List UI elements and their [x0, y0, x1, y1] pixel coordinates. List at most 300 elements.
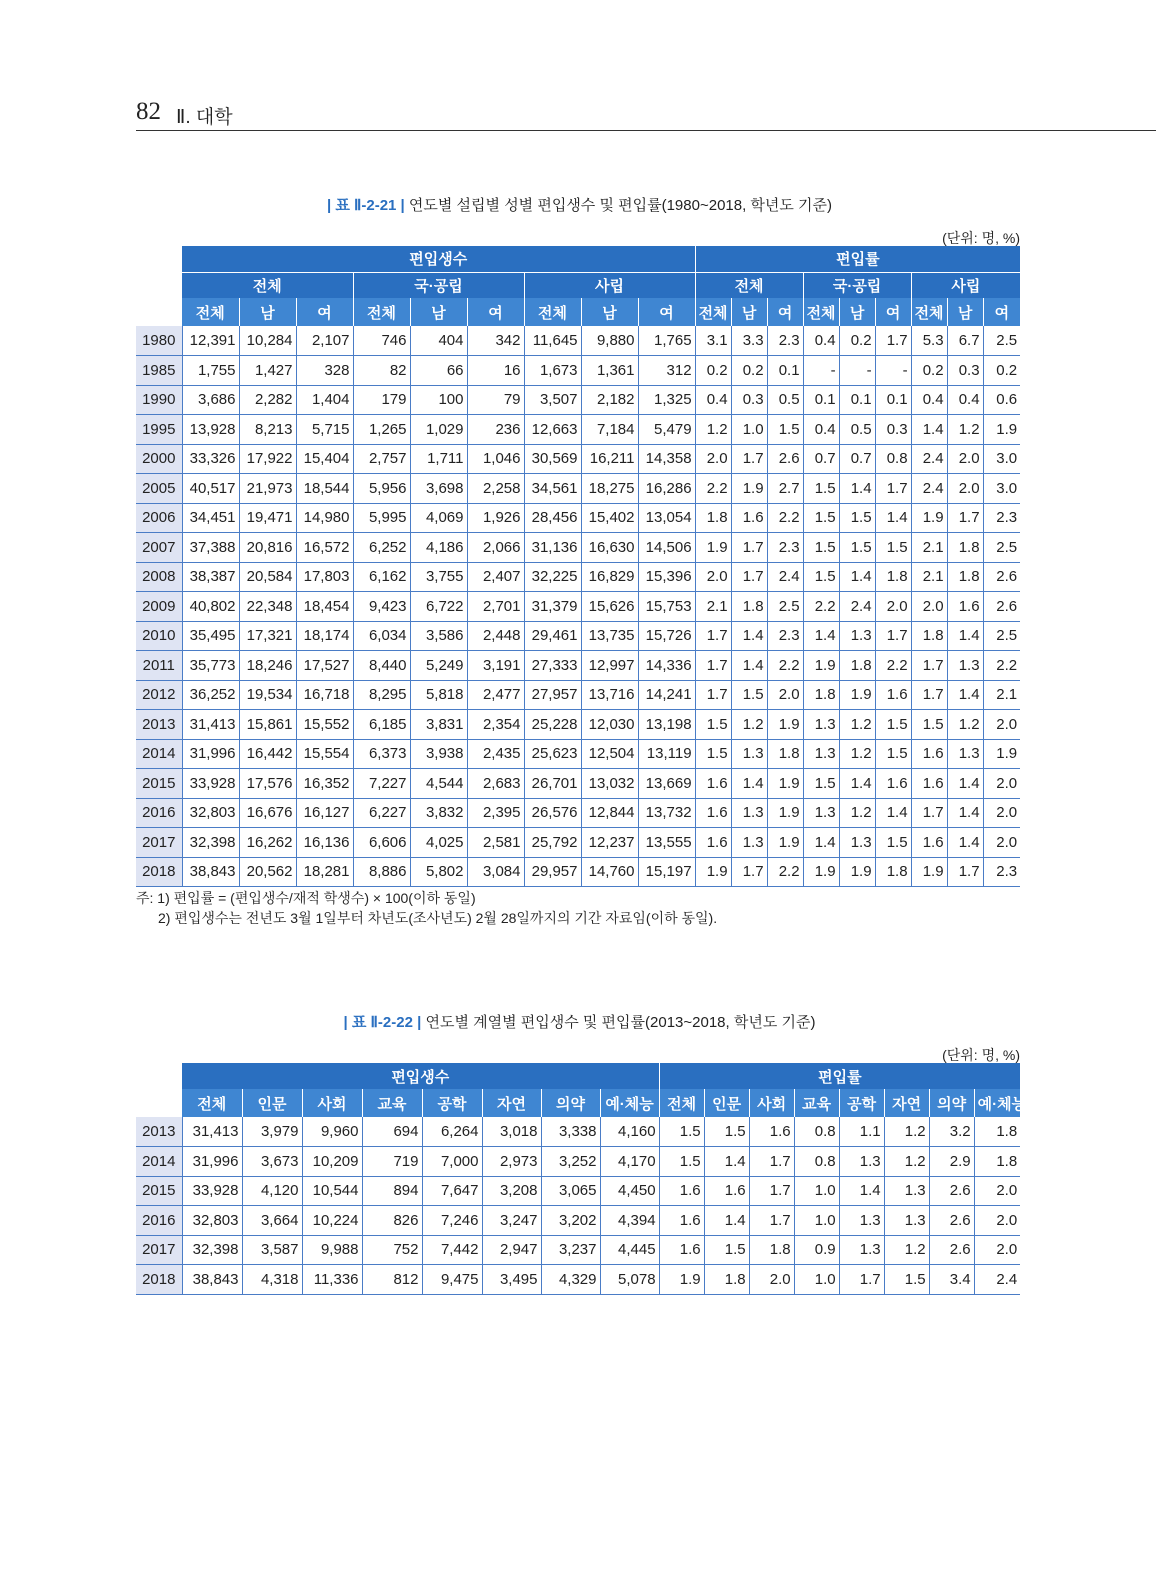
table-cell: 3,202 — [541, 1206, 600, 1236]
table-cell: 27,333 — [524, 651, 581, 681]
table-cell: 13,669 — [638, 769, 695, 799]
table-cell: 1.4 — [704, 1147, 749, 1177]
table-cell: 11,645 — [524, 326, 581, 356]
table-cell: 1.4 — [875, 503, 911, 533]
table-cell: 2,066 — [467, 533, 524, 563]
table-cell: 3,587 — [242, 1235, 302, 1265]
table-cell: 1,046 — [467, 444, 524, 474]
row-year: 2011 — [136, 651, 182, 681]
table-cell: 2,683 — [467, 769, 524, 799]
table-cell: 1.0 — [794, 1206, 839, 1236]
table-cell: 1.6 — [659, 1206, 704, 1236]
table-cell: 12,391 — [182, 326, 239, 356]
table-cell: 16,572 — [296, 533, 353, 563]
table-cell: 2.6 — [767, 444, 803, 474]
table-cell: 1.7 — [695, 680, 731, 710]
table-cell: 1.7 — [749, 1206, 794, 1236]
table-row — [136, 533, 1020, 563]
table-cell: 0.5 — [767, 385, 803, 415]
column-header: 남 — [947, 298, 983, 326]
table-cell: 32,225 — [524, 562, 581, 592]
table-cell: 2,581 — [467, 828, 524, 858]
table-cell: 3.0 — [983, 444, 1020, 474]
row-year: 2014 — [136, 1147, 182, 1177]
table-cell: 1.9 — [911, 503, 947, 533]
table-cell: 1.5 — [695, 710, 731, 740]
table-cell: 9,988 — [302, 1235, 362, 1265]
table-cell: 2.2 — [803, 592, 839, 622]
column-header: 인문 — [704, 1089, 749, 1117]
table-row — [136, 415, 1020, 445]
table-cell: 1.6 — [695, 828, 731, 858]
table-cell: 2.6 — [983, 592, 1020, 622]
table-cell: 3.3 — [731, 326, 767, 356]
table-row — [136, 1176, 1020, 1206]
table-cell: 1.4 — [911, 415, 947, 445]
row-year: 2000 — [136, 444, 182, 474]
column-header: 의약 — [541, 1089, 600, 1117]
table-cell: 1.0 — [794, 1176, 839, 1206]
table-cell: 2.3 — [767, 326, 803, 356]
table-cell: 31,413 — [182, 710, 239, 740]
table-row — [136, 356, 1020, 386]
table-cell: 2,182 — [581, 385, 638, 415]
table-cell: 1.9 — [767, 710, 803, 740]
table-cell: 40,802 — [182, 592, 239, 622]
table-cell: 2.2 — [875, 651, 911, 681]
table-cell: 2,354 — [467, 710, 524, 740]
table-row — [136, 857, 1020, 887]
table-cell: 1,926 — [467, 503, 524, 533]
column-header: 인문 — [242, 1089, 302, 1117]
table-cell: 1.5 — [659, 1147, 704, 1177]
table-cell: 5,078 — [600, 1265, 659, 1295]
table-cell: 66 — [410, 356, 467, 386]
table-cell: 0.2 — [731, 356, 767, 386]
table-cell: 32,803 — [182, 798, 239, 828]
table-cell: 82 — [353, 356, 410, 386]
table-cell: 17,576 — [239, 769, 296, 799]
row-year: 2012 — [136, 680, 182, 710]
table-cell: 18,544 — [296, 474, 353, 504]
table-cell: 1.4 — [839, 1176, 884, 1206]
table-cell: 18,174 — [296, 621, 353, 651]
table-cell: 894 — [362, 1176, 422, 1206]
table-cell: 2.6 — [929, 1206, 974, 1236]
column-header: 공학 — [839, 1089, 884, 1117]
table-cell: 1.8 — [911, 621, 947, 651]
column-header: 남 — [839, 298, 875, 326]
table-cell: 7,647 — [422, 1176, 482, 1206]
table-cell: 1.5 — [875, 710, 911, 740]
table-cell: 9,960 — [302, 1117, 362, 1147]
table-cell: 1.4 — [731, 621, 767, 651]
column-header: 여 — [638, 298, 695, 326]
table-cell: 1.3 — [947, 651, 983, 681]
table-cell: 2.2 — [767, 503, 803, 533]
table-cell: 0.1 — [875, 385, 911, 415]
table-cell: 1.7 — [911, 680, 947, 710]
table-cell: - — [803, 356, 839, 386]
table-cell: 1.5 — [911, 710, 947, 740]
table-cell: 0.1 — [803, 385, 839, 415]
table-cell: 2.1 — [983, 680, 1020, 710]
table-cell: 4,120 — [242, 1176, 302, 1206]
table1-unit: (단위: 명, %) — [942, 230, 1020, 246]
table-cell: 1.7 — [875, 326, 911, 356]
table-cell: 3,686 — [182, 385, 239, 415]
table-cell: 1.5 — [731, 680, 767, 710]
table-cell: 1.7 — [749, 1147, 794, 1177]
table-cell: 2.6 — [983, 562, 1020, 592]
table-cell: 100 — [410, 385, 467, 415]
table-cell: 14,336 — [638, 651, 695, 681]
table-cell: 18,281 — [296, 857, 353, 887]
table-cell: 1.3 — [839, 828, 875, 858]
table-cell: 38,387 — [182, 562, 239, 592]
table-cell: 1.4 — [947, 769, 983, 799]
table2-caption — [0, 1011, 1159, 1032]
table-cell: 1.2 — [884, 1147, 929, 1177]
table-cell: 694 — [362, 1117, 422, 1147]
table-cell: 2.0 — [983, 828, 1020, 858]
table-cell: 1.9 — [695, 533, 731, 563]
table-cell: 1.5 — [884, 1265, 929, 1295]
table-cell: 17,527 — [296, 651, 353, 681]
row-year: 2007 — [136, 533, 182, 563]
table-cell: 2.2 — [695, 474, 731, 504]
table1 — [136, 246, 1020, 887]
table-cell: 31,379 — [524, 592, 581, 622]
table-cell: 3,832 — [410, 798, 467, 828]
table-cell: 1.6 — [911, 828, 947, 858]
table-cell: 6,185 — [353, 710, 410, 740]
table-cell: 34,561 — [524, 474, 581, 504]
row-year: 1990 — [136, 385, 182, 415]
table-cell: 3.1 — [695, 326, 731, 356]
table-cell: 6,034 — [353, 621, 410, 651]
row-year: 2009 — [136, 592, 182, 622]
table-cell: 2.1 — [695, 592, 731, 622]
table-cell: 20,562 — [239, 857, 296, 887]
table-cell: 18,275 — [581, 474, 638, 504]
table-cell: 27,957 — [524, 680, 581, 710]
table-cell: 2.0 — [749, 1265, 794, 1295]
table1-caption-tag: | 표 Ⅱ-2-21 | — [326, 197, 405, 214]
table-cell: 2,282 — [239, 385, 296, 415]
group-header: 편입생수 — [182, 246, 695, 272]
table-cell: 1.5 — [803, 562, 839, 592]
table-cell: 0.2 — [839, 326, 875, 356]
table-cell: 79 — [467, 385, 524, 415]
table-row — [136, 1117, 1020, 1147]
table-cell: 5,715 — [296, 415, 353, 445]
group-header: 편입생수 — [182, 1063, 659, 1089]
note-1: 주: 1) 편입률 = (편입생수/재적 학생수) × 100(이하 동일) — [136, 890, 476, 906]
table-cell: 4,394 — [600, 1206, 659, 1236]
table-cell: 1.0 — [794, 1265, 839, 1295]
row-year: 2018 — [136, 1265, 182, 1295]
table-cell: 12,504 — [581, 739, 638, 769]
column-header: 전체 — [182, 298, 239, 326]
table-cell: 1.5 — [803, 769, 839, 799]
table-cell: 1.6 — [875, 680, 911, 710]
table-cell: 1.5 — [767, 415, 803, 445]
column-header: 전체 — [659, 1089, 704, 1117]
table-cell: 0.8 — [875, 444, 911, 474]
table-cell: 1.2 — [947, 415, 983, 445]
column-header: 예·체능 — [600, 1089, 659, 1117]
table2-caption-title: 연도별 계열별 편입생수 및 편입률(2013~2018, 학년도 기준) — [421, 1014, 816, 1031]
table-cell: 17,803 — [296, 562, 353, 592]
table-cell: 2,448 — [467, 621, 524, 651]
table-cell: 3,191 — [467, 651, 524, 681]
table-cell: 15,552 — [296, 710, 353, 740]
table-cell: 1.4 — [839, 474, 875, 504]
table-cell: 236 — [467, 415, 524, 445]
table-cell: 14,760 — [581, 857, 638, 887]
table-cell: 3,831 — [410, 710, 467, 740]
table-cell: 8,440 — [353, 651, 410, 681]
table-cell: 15,753 — [638, 592, 695, 622]
row-year: 1980 — [136, 326, 182, 356]
table-cell: 13,928 — [182, 415, 239, 445]
column-header: 남 — [239, 298, 296, 326]
table-cell: 15,402 — [581, 503, 638, 533]
header-corner — [136, 1063, 182, 1089]
table-cell: 1.6 — [695, 769, 731, 799]
column-header: 자연 — [482, 1089, 541, 1117]
column-header: 전체 — [353, 298, 410, 326]
row-year: 2015 — [136, 769, 182, 799]
table-cell: 1.4 — [803, 621, 839, 651]
table-row — [136, 444, 1020, 474]
table-cell: 31,413 — [182, 1117, 242, 1147]
table-row — [136, 562, 1020, 592]
table-cell: 17,321 — [239, 621, 296, 651]
table-cell: 2.6 — [929, 1235, 974, 1265]
header-corner — [136, 272, 182, 298]
table-cell: 342 — [467, 326, 524, 356]
table-cell: 3,018 — [482, 1117, 541, 1147]
column-header: 전체 — [695, 298, 731, 326]
table-cell: 1.7 — [911, 651, 947, 681]
table-cell: 3,338 — [541, 1117, 600, 1147]
table-cell: 1.3 — [803, 710, 839, 740]
table-cell: 2.5 — [767, 592, 803, 622]
table-cell: 0.7 — [803, 444, 839, 474]
table-cell: 2.0 — [983, 769, 1020, 799]
table-cell: 2.0 — [974, 1206, 1020, 1236]
table-cell: 0.4 — [695, 385, 731, 415]
table-cell: 16 — [467, 356, 524, 386]
table-cell: 36,252 — [182, 680, 239, 710]
table-cell: 8,886 — [353, 857, 410, 887]
table-cell: 1.6 — [911, 769, 947, 799]
table-row — [136, 769, 1020, 799]
table-cell: 16,262 — [239, 828, 296, 858]
table-cell: 1.7 — [749, 1176, 794, 1206]
table-cell: 10,544 — [302, 1176, 362, 1206]
row-year: 2014 — [136, 739, 182, 769]
row-year: 2013 — [136, 710, 182, 740]
table-cell: 3,664 — [242, 1206, 302, 1236]
table-cell: 33,928 — [182, 1176, 242, 1206]
table-cell: 1.7 — [911, 798, 947, 828]
table-cell: 11,336 — [302, 1265, 362, 1295]
table-cell: 4,160 — [600, 1117, 659, 1147]
table-row — [136, 621, 1020, 651]
row-year: 2010 — [136, 621, 182, 651]
table-cell: 719 — [362, 1147, 422, 1177]
table-cell: 1.5 — [803, 474, 839, 504]
table-cell: 16,136 — [296, 828, 353, 858]
table-cell: 2.0 — [974, 1176, 1020, 1206]
table-cell: 15,197 — [638, 857, 695, 887]
table-cell: 1.2 — [884, 1235, 929, 1265]
table-cell: 3,208 — [482, 1176, 541, 1206]
table-cell: 2.6 — [929, 1176, 974, 1206]
table-row — [136, 828, 1020, 858]
table-cell: 1,404 — [296, 385, 353, 415]
table-cell: 0.3 — [947, 356, 983, 386]
table-cell: 1.2 — [839, 739, 875, 769]
table-cell: 1.5 — [659, 1117, 704, 1147]
table-cell: 1.8 — [947, 533, 983, 563]
table-cell: 1,711 — [410, 444, 467, 474]
column-header: 전체 — [524, 298, 581, 326]
table-cell: 2.9 — [929, 1147, 974, 1177]
table-cell: 20,816 — [239, 533, 296, 563]
table-cell: 3.4 — [929, 1265, 974, 1295]
table-cell: 2,973 — [482, 1147, 541, 1177]
table-cell: 26,701 — [524, 769, 581, 799]
table-cell: 2.0 — [875, 592, 911, 622]
table-cell: 16,211 — [581, 444, 638, 474]
table-cell: 18,454 — [296, 592, 353, 622]
table-cell: 1.8 — [695, 503, 731, 533]
table1-notes — [136, 888, 717, 928]
table-cell: 20,584 — [239, 562, 296, 592]
table-cell: 16,676 — [239, 798, 296, 828]
table-cell: 1.7 — [875, 474, 911, 504]
table-cell: 21,973 — [239, 474, 296, 504]
table-cell: 1,755 — [182, 356, 239, 386]
table-cell: 4,170 — [600, 1147, 659, 1177]
chapter-title: Ⅱ. 대학 — [176, 107, 233, 128]
header-corner — [136, 1089, 182, 1117]
table-cell: 5,818 — [410, 680, 467, 710]
table-cell: 15,726 — [638, 621, 695, 651]
table-cell: 1.5 — [803, 533, 839, 563]
column-header: 여 — [983, 298, 1020, 326]
table-cell: 1.9 — [983, 415, 1020, 445]
column-header: 예·체능 — [974, 1089, 1020, 1117]
table-cell: 1.5 — [839, 503, 875, 533]
table-cell: 826 — [362, 1206, 422, 1236]
table-cell: 1.9 — [767, 798, 803, 828]
table-cell: 12,237 — [581, 828, 638, 858]
table-row — [136, 739, 1020, 769]
table2 — [136, 1063, 1027, 1295]
table-cell: 0.6 — [983, 385, 1020, 415]
column-header: 의약 — [929, 1089, 974, 1117]
table-cell: 2.5 — [983, 621, 1020, 651]
column-header: 교육 — [794, 1089, 839, 1117]
table-cell: 1.2 — [839, 798, 875, 828]
table-cell: 1.5 — [803, 503, 839, 533]
table-cell: 32,398 — [182, 828, 239, 858]
column-header: 남 — [581, 298, 638, 326]
table-cell: 3.2 — [929, 1117, 974, 1147]
table-cell: 16,286 — [638, 474, 695, 504]
table-cell: 1.4 — [947, 798, 983, 828]
row-year: 2017 — [136, 1235, 182, 1265]
table-cell: 5,802 — [410, 857, 467, 887]
table-cell: 1.4 — [839, 769, 875, 799]
column-header: 여 — [296, 298, 353, 326]
table-cell: 6,264 — [422, 1117, 482, 1147]
group-header: 편입률 — [659, 1063, 1020, 1089]
table-cell: 18,246 — [239, 651, 296, 681]
table-cell: 1.4 — [947, 621, 983, 651]
table-cell: 3,938 — [410, 739, 467, 769]
table-cell: 2.4 — [911, 444, 947, 474]
table-cell: 1.8 — [875, 562, 911, 592]
row-year: 2016 — [136, 798, 182, 828]
table-cell: 0.4 — [803, 415, 839, 445]
table-cell: 1.7 — [839, 1265, 884, 1295]
table-cell: 1.6 — [911, 739, 947, 769]
table-cell: 0.3 — [731, 385, 767, 415]
table-cell: 14,980 — [296, 503, 353, 533]
table2-caption-tag: | 표 Ⅱ-2-22 | — [343, 1014, 422, 1031]
table-cell: 3,247 — [482, 1206, 541, 1236]
header-corner — [136, 298, 182, 326]
table-cell: 1.4 — [839, 562, 875, 592]
table-cell: 34,451 — [182, 503, 239, 533]
table-cell: 7,000 — [422, 1147, 482, 1177]
table-cell: 29,957 — [524, 857, 581, 887]
table-cell: 1,765 — [638, 326, 695, 356]
table-cell: 1.1 — [839, 1117, 884, 1147]
table-cell: 1,673 — [524, 356, 581, 386]
table-cell: 2,477 — [467, 680, 524, 710]
table-row — [136, 385, 1020, 415]
table-row — [136, 503, 1020, 533]
table-cell: 5,995 — [353, 503, 410, 533]
table-cell: 16,442 — [239, 739, 296, 769]
row-year: 1985 — [136, 356, 182, 386]
row-year: 2006 — [136, 503, 182, 533]
table-cell: 0.9 — [794, 1235, 839, 1265]
table-cell: 1.6 — [695, 798, 731, 828]
table-cell: 1.8 — [839, 651, 875, 681]
table-cell: 1.6 — [659, 1176, 704, 1206]
table-cell: 7,442 — [422, 1235, 482, 1265]
table-cell: 2,407 — [467, 562, 524, 592]
sub-header: 전체 — [695, 272, 803, 298]
table-cell: 2.5 — [983, 326, 1020, 356]
table-cell: 6.7 — [947, 326, 983, 356]
table-cell: 1.3 — [731, 798, 767, 828]
sub-header: 국·공립 — [353, 272, 524, 298]
table2-unit: (단위: 명, %) — [942, 1047, 1020, 1063]
table-cell: 4,450 — [600, 1176, 659, 1206]
group-header: 편입률 — [695, 246, 1020, 272]
table-cell: 2.0 — [695, 562, 731, 592]
table-cell: 1,029 — [410, 415, 467, 445]
